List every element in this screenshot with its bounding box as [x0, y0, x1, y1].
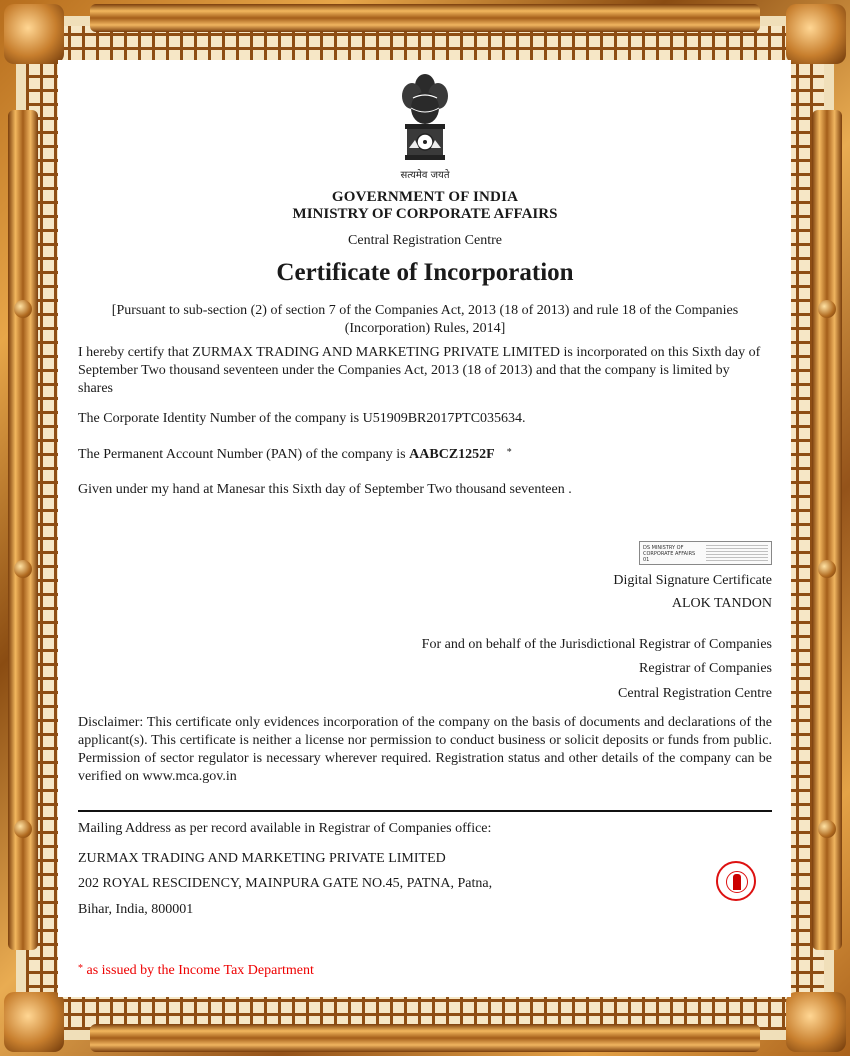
registration-centre: Central Registration Centre	[348, 233, 502, 248]
frame-rod-bottom	[90, 1024, 760, 1052]
frame-knob	[14, 560, 32, 578]
frame-corner-ornament	[4, 992, 64, 1052]
signature-box-text: DS MINISTRY OF CORPORATE AFFAIRS 01	[643, 545, 696, 563]
frame-knob	[818, 560, 836, 578]
footnote-text: as issued by the Income Tax Department	[83, 963, 314, 978]
on-behalf-line: For and on behalf of the Jurisdictional Registrar of Companies	[421, 637, 772, 652]
frame-corner-ornament	[786, 992, 846, 1052]
pan-value: AABCZ1252F	[409, 447, 495, 462]
signature-centre: Central Registration Centre	[618, 686, 772, 701]
footnote	[78, 963, 314, 979]
address-line-2: 202 ROYAL RESCIDENCY, MAINPURA GATE NO.45, PATNA, Patna,	[78, 876, 493, 891]
footnote-mark: *	[78, 963, 83, 974]
section-divider	[78, 810, 772, 812]
signature-label: Digital Signature Certificate	[613, 573, 772, 588]
ministry-heading: MINISTRY OF CORPORATE AFFAIRS	[292, 206, 558, 222]
address-line-3: Bihar, India, 800001	[78, 902, 194, 917]
given-statement: Given under my hand at Manesar this Sixth day of September Two thousand seventeen .	[78, 482, 572, 497]
emblem-motto: सत्यमेव जयते	[400, 170, 450, 181]
disclaimer-paragraph: Disclaimer: This certificate only evidences incorporation of the company on the basis of documents and declarations of the applicant(s). This certificate is neither a license nor permission to conduct business or solicit deposits or funds from public. Permission of sector regulator is necessary wherever required. Registration status and other details of the company can be verified on www.mca.gov.in	[78, 715, 772, 784]
address-line-1: ZURMAX TRADING AND MARKETING PRIVATE LIMITED	[78, 851, 446, 866]
frame-rod-top	[90, 4, 760, 32]
seal-emblem	[733, 874, 741, 890]
frame-knob	[818, 300, 836, 318]
registrar-seal-icon	[716, 861, 756, 901]
frame-corner-ornament	[4, 4, 64, 64]
government-heading: GOVERNMENT OF INDIA	[331, 189, 519, 205]
frame-corner-ornament	[786, 4, 846, 64]
pan-footnote-mark: *	[506, 447, 512, 458]
digital-signature-box	[639, 541, 772, 565]
frame-knob	[14, 300, 32, 318]
cin-statement: The Corporate Identity Number of the company is U51909BR2017PTC035634.	[78, 411, 526, 426]
registrar-title: Registrar of Companies	[639, 661, 772, 676]
signatory-name: ALOK TANDON	[671, 596, 772, 611]
frame-knob	[818, 820, 836, 838]
pan-statement	[78, 446, 768, 465]
signature-box-details	[706, 545, 768, 561]
national-emblem-icon	[395, 68, 455, 180]
frame-knob	[14, 820, 32, 838]
pursuant-clause: [Pursuant to sub-section (2) of section 7 of the Companies Act, 2013 (18 of 2013) and rule 18 of the Companies (Incorporation) Rules, 2014]	[111, 303, 739, 336]
mailing-heading: Mailing Address as per record available in Registrar of Companies office:	[78, 821, 492, 836]
pan-prefix: The Permanent Account Number (PAN) of the company is	[78, 447, 410, 462]
certificate-title: Certificate of Incorporation	[276, 259, 574, 286]
certification-paragraph: I hereby certify that ZURMAX TRADING AND MARKETING PRIVATE LIMITED is incorporated on this Sixth day of September Two thousand seventeen under the Companies Act, 2013 (18 of 2013) and that the company is limited by shares	[78, 345, 761, 396]
